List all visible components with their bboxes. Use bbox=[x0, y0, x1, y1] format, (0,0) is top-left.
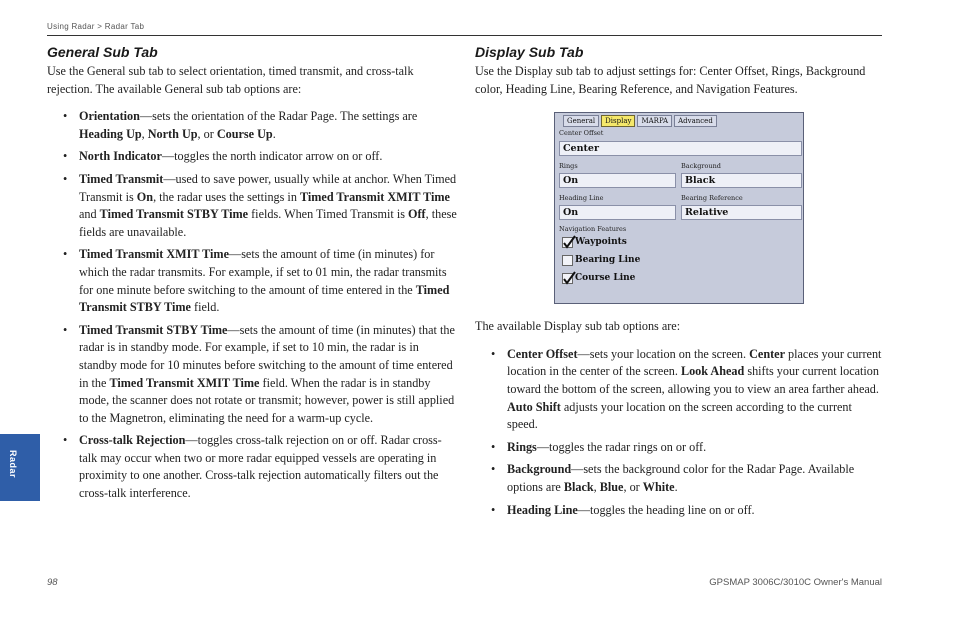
bearing-line-checkbox bbox=[562, 255, 573, 266]
option-term: White bbox=[642, 479, 675, 494]
waypoints-checkbox bbox=[562, 237, 573, 248]
bullet-icon: • bbox=[63, 171, 68, 186]
option-term: Center Offset bbox=[507, 346, 578, 361]
option-text: , bbox=[141, 126, 148, 141]
option-text: —toggles cross-talk rejection on or off. Radar cross-talk may occur when two or more radar equipped vessels are operating in proximity to one another. Cross-talk rejection automatically filters out the cross-talk interference. bbox=[79, 433, 442, 501]
general-sub-tab-section bbox=[47, 44, 457, 508]
screen-tab-marpa: MARPA bbox=[637, 115, 672, 127]
option-term: North Up bbox=[147, 126, 198, 141]
option-item bbox=[475, 346, 885, 434]
option-text: , or bbox=[197, 126, 217, 141]
option-text: —sets the orientation of the Radar Page. The settings are bbox=[139, 109, 418, 124]
option-term: Course Up bbox=[216, 126, 273, 141]
bullet-icon: • bbox=[63, 433, 68, 448]
option-item bbox=[47, 432, 457, 502]
bearing-reference-label: Bearing Reference bbox=[681, 194, 743, 203]
heading-line-label: Heading Line bbox=[559, 194, 604, 203]
waypoints-label: Waypoints bbox=[575, 237, 627, 248]
bullet-icon: • bbox=[491, 462, 496, 477]
screen-tab-general: General bbox=[563, 115, 599, 127]
breadcrumb: Using Radar > Radar Tab bbox=[47, 22, 145, 31]
option-text: —sets your location on the screen. bbox=[577, 346, 750, 361]
section-intro: Use the General sub tab to select orientation, timed transmit, and cross-talk rejection. The available General sub tab options are: bbox=[47, 64, 414, 96]
screen-tab-advanced: Advanced bbox=[674, 115, 717, 127]
bullet-icon: • bbox=[63, 109, 68, 124]
display-options-list bbox=[475, 346, 885, 519]
option-text: . bbox=[272, 126, 276, 141]
option-term: Cross-talk Rejection bbox=[79, 433, 186, 448]
option-item bbox=[475, 502, 885, 520]
background-label: Background bbox=[681, 162, 721, 171]
option-text: , the radar uses the settings in bbox=[153, 189, 300, 204]
page-number: 98 bbox=[47, 577, 58, 588]
option-text: and bbox=[79, 207, 100, 222]
option-text: adjusts your location on the screen according to the current speed. bbox=[507, 399, 852, 432]
option-text: , or bbox=[623, 479, 643, 494]
display-sub-tab-screenshot bbox=[554, 112, 804, 304]
option-term: Timed Transmit bbox=[79, 171, 164, 186]
option-term: Off bbox=[408, 207, 426, 222]
option-term: Look Ahead bbox=[680, 364, 745, 379]
check-icon bbox=[562, 235, 576, 249]
option-text: —toggles the north indicator arrow on or off. bbox=[161, 149, 383, 164]
option-term: Black bbox=[563, 479, 594, 494]
bullet-icon: • bbox=[491, 439, 496, 454]
option-term: On bbox=[136, 189, 154, 204]
section-intro: Use the Display sub tab to adjust settings for: Center Offset, Rings, Background color, Heading Line, Bearing Reference, and Navigation Features. bbox=[475, 64, 866, 96]
option-term: Center bbox=[749, 346, 785, 361]
display-options-intro: The available Display sub tab options are: bbox=[475, 319, 681, 334]
option-term: North Indicator bbox=[79, 149, 162, 164]
screen-tab-display: Display bbox=[601, 115, 635, 127]
rings-field: On bbox=[559, 173, 676, 188]
option-text: . bbox=[674, 479, 678, 494]
option-term: Timed Transmit STBY Time bbox=[99, 207, 249, 222]
option-text: —toggles the heading line on or off. bbox=[577, 502, 755, 517]
option-term: Orientation bbox=[79, 109, 140, 124]
option-text: field. bbox=[190, 300, 220, 315]
bearing-reference-field: Relative bbox=[681, 205, 802, 220]
bullet-icon: • bbox=[63, 247, 68, 262]
heading-line-field: On bbox=[559, 205, 676, 220]
bullet-icon: • bbox=[491, 346, 496, 361]
option-item bbox=[47, 246, 457, 316]
option-term: Timed Transmit STBY Time bbox=[79, 282, 450, 315]
manual-title: GPSMAP 3006C/3010C Owner's Manual bbox=[709, 577, 882, 588]
option-item bbox=[47, 108, 457, 143]
bullet-icon: • bbox=[491, 502, 496, 517]
option-text: —sets the amount of time (in minutes) for which the radar transmits. For example, if set to 01 min, the radar transmits for one minute before switching to the amount of time entered in the bbox=[79, 247, 447, 297]
option-text: fields. When Timed Transmit is bbox=[248, 207, 409, 222]
option-item bbox=[47, 171, 457, 241]
option-text: , these fields are unavailable. bbox=[79, 207, 457, 239]
option-term: Rings bbox=[507, 439, 537, 454]
bullet-icon: • bbox=[63, 149, 68, 164]
option-item bbox=[47, 322, 457, 428]
background-field: Black bbox=[681, 173, 802, 188]
section-title: General Sub Tab bbox=[47, 44, 158, 60]
center-offset-field: Center bbox=[559, 141, 802, 156]
screen-tab-bar bbox=[563, 115, 719, 127]
course-line-checkbox bbox=[562, 273, 573, 284]
header-divider bbox=[47, 35, 882, 36]
option-term: Auto Shift bbox=[507, 399, 561, 414]
option-term: Timed Transmit XMIT Time bbox=[109, 375, 260, 390]
option-term: Background bbox=[507, 462, 572, 477]
section-title: Display Sub Tab bbox=[475, 44, 584, 60]
option-term: Timed Transmit XMIT Time bbox=[79, 247, 229, 262]
option-text: —used to save power, usually while at anchor. When Timed Transmit is bbox=[79, 171, 457, 204]
option-item bbox=[475, 461, 885, 496]
option-text: —toggles the radar rings on or off. bbox=[536, 439, 707, 454]
option-text: field. When the radar is in standby mode, the scanner does not rotate or transmit; however, power is still applied to the Magnetron, eliminating the need for a warm-up cycle. bbox=[79, 375, 455, 425]
navigation-features-label: Navigation Features bbox=[559, 225, 627, 234]
bearing-line-label: Bearing Line bbox=[575, 255, 641, 266]
check-icon bbox=[562, 271, 576, 285]
center-offset-label: Center Offset bbox=[559, 129, 604, 138]
course-line-label: Course Line bbox=[575, 273, 636, 284]
general-options-list bbox=[47, 108, 457, 502]
bullet-icon: • bbox=[63, 322, 68, 337]
option-term: Heading Line bbox=[507, 502, 578, 517]
display-sub-tab-section bbox=[475, 44, 885, 524]
option-term: Timed Transmit STBY Time bbox=[79, 322, 228, 337]
option-text: places your current location in the center of the screen. bbox=[507, 346, 882, 379]
option-text: —sets the background color for the Radar Page. Available options are bbox=[507, 462, 855, 494]
rings-label: Rings bbox=[559, 162, 578, 171]
option-term: Heading Up bbox=[79, 126, 142, 141]
option-term: Timed Transmit XMIT Time bbox=[299, 189, 450, 204]
chapter-side-tab bbox=[0, 434, 40, 501]
option-item bbox=[475, 439, 885, 457]
option-text: shifts your current location toward the bottom of the screen, allowing you to view an area farther ahead. bbox=[507, 364, 879, 396]
option-text: —sets the amount of time (in minutes) that the radar is in standby mode. For example, if set to 10 min, the radar is in standby mode for 10 minutes before switching to the amount of time entered in the bbox=[79, 322, 455, 390]
option-item bbox=[47, 148, 457, 166]
chapter-side-tab-label: Radar bbox=[8, 450, 18, 479]
option-text: , bbox=[593, 479, 600, 494]
option-term: Blue bbox=[599, 479, 624, 494]
